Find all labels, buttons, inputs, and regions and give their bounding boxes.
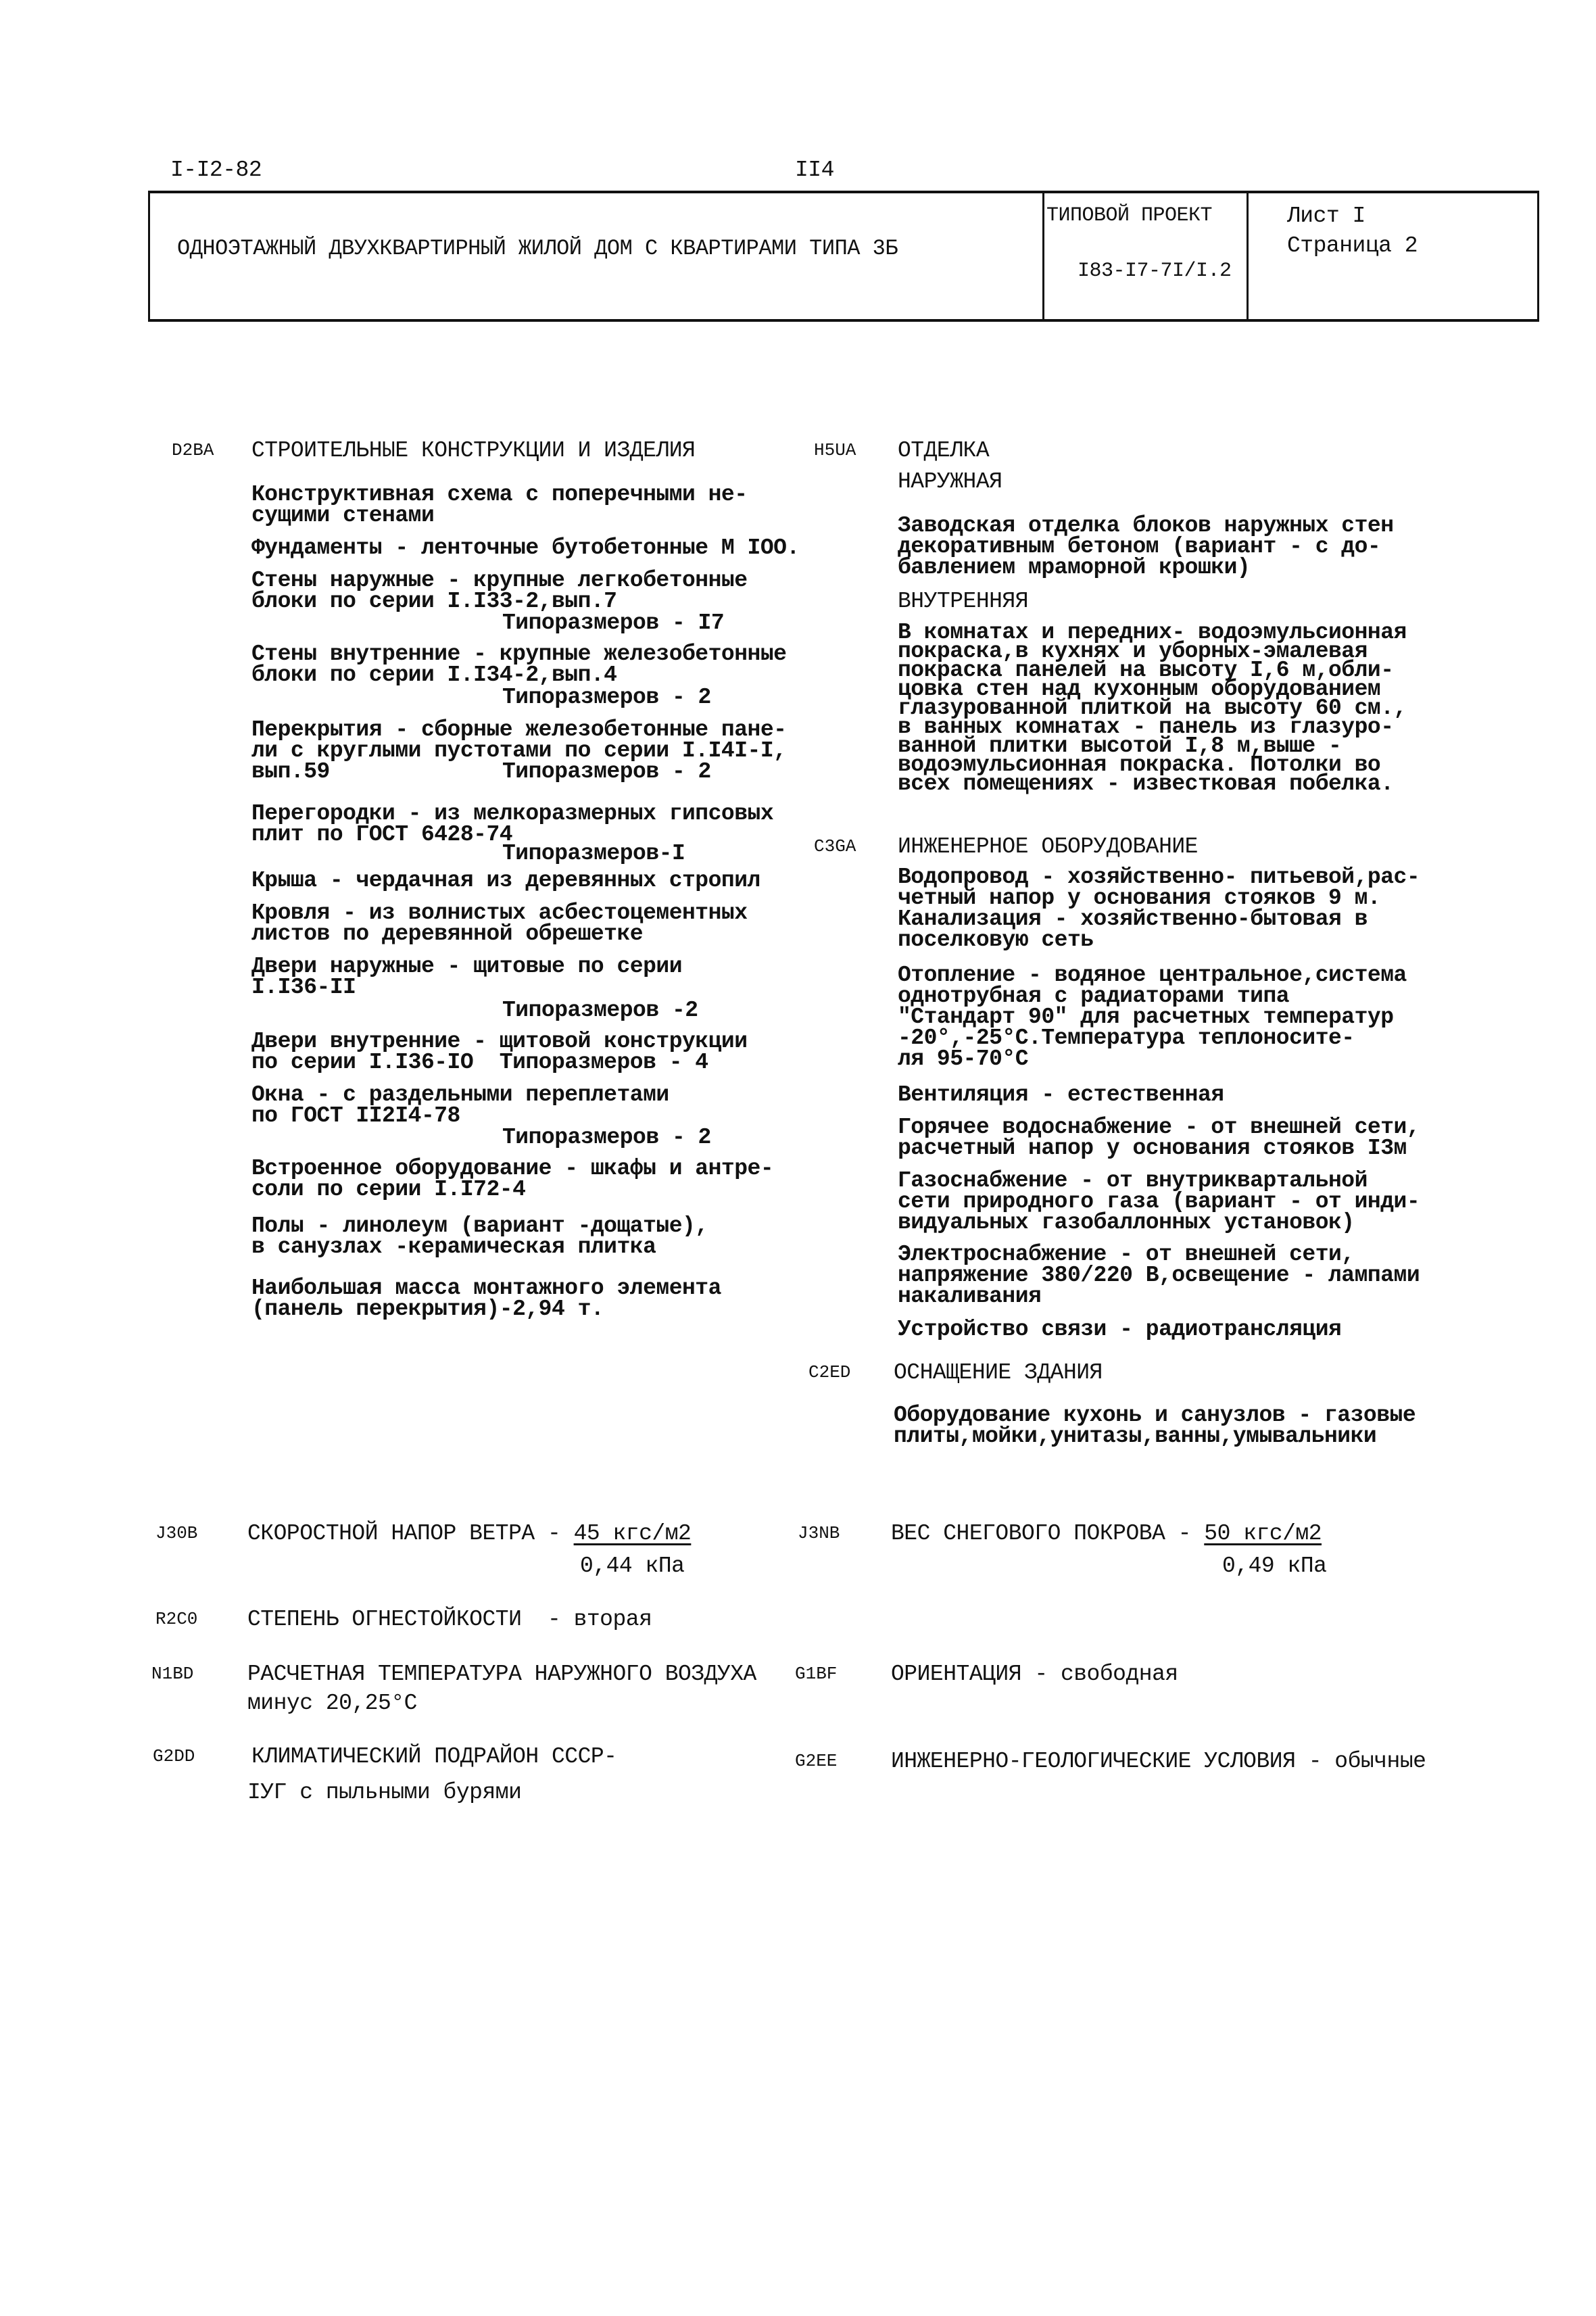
temperature-value: минус 20,25°С: [247, 1691, 417, 1716]
document-code: I-I2-82: [170, 158, 262, 183]
condition-code: G2EE: [795, 1751, 838, 1771]
section-code: C2ED: [808, 1362, 851, 1382]
wind-load: [247, 1523, 691, 1544]
divider: [1247, 193, 1249, 319]
title-block: [148, 191, 1539, 322]
list-item: Двери наружные - щитовые по серии I.I36-II: [251, 954, 683, 1000]
size-count: Типоразмеров -2: [502, 998, 698, 1023]
section-code: C3GA: [814, 836, 856, 857]
page-label: Страница 2: [1287, 233, 1418, 258]
list-item: Вентиляция - естественная: [898, 1082, 1224, 1107]
wind-value-si: 0,44 кПа: [580, 1553, 685, 1578]
list-item: Окна - с раздельными переплетами по ГОСТ II2I4-78: [251, 1082, 669, 1128]
condition-code: N1BD: [151, 1664, 194, 1684]
page-number: II4: [795, 158, 834, 183]
project-label: ТИПОВОЙ ПРОЕКТ: [1046, 204, 1213, 227]
snow-load: [891, 1523, 1322, 1544]
list-item: Горячее водоснабжение - от внешней сети, расчетный напор у основания стояков I3м: [898, 1115, 1420, 1161]
section-heading: ОСНАЩЕНИЕ ЗДАНИЯ: [894, 1360, 1103, 1385]
list-item: Конструктивная схема с поперечными не- сущими стенами: [251, 482, 748, 528]
list-item: Перегородки - из мелкоразмерных гипсовых плит по ГОСТ 6428-74: [251, 801, 774, 847]
list-item: Водопровод - хозяйственно- питьевой,рас- четный напор у основания стояков 9 м. Канализация - хозяйственно-бытовая в поселковую сеть: [898, 865, 1420, 952]
paragraph: Заводская отделка блоков наружных стен декоративным бетоном (вариант - с до- бавлением мраморной крошки): [898, 513, 1394, 580]
size-count: Типоразмеров-I: [502, 841, 685, 866]
list-item: Отопление - водяное центральное,система однотрубная с радиаторами типа "Стандарт 90" для расчетных температур -20°,-25°С.Температура теплоносите- ля 95-70°С: [898, 963, 1407, 1071]
list-item: Полы - линолеум (вариант -дощатые), в санузлах -керамическая плитка: [251, 1213, 708, 1259]
fire-resistance: СТЕПЕНЬ ОГНЕСТОЙКОСТИ - вторая: [247, 1607, 652, 1632]
snow-label: ВЕС СНЕГОВОГО ПОКРОВА -: [891, 1521, 1205, 1546]
list-item: Газоснабжение - от внутриквартальной сети природного газа (вариант - от инди- видуальных газобаллонных установок): [898, 1168, 1420, 1235]
section-code: H5UA: [814, 440, 856, 460]
paragraph: Оборудование кухонь и санузлов - газовые плиты,мойки,унитазы,ванны,умывальники: [894, 1403, 1416, 1449]
size-count: Типоразмеров - 2: [502, 1125, 711, 1150]
subheading: ВНУТРЕННЯЯ: [898, 589, 1029, 614]
list-item: Устройство связи - радиотрансляция: [898, 1317, 1342, 1342]
section-heading: ОТДЕЛКА: [898, 438, 990, 463]
list-item: Перекрытия - сборные железобетонные пане- ли с круглыми пустотами по серии I.I4I-I, вып.59: [251, 717, 787, 784]
condition-code: R2C0: [155, 1609, 198, 1629]
list-item: Электроснабжение - от внешней сети, напряжение 380/220 В,освещение - лампами накаливания: [898, 1242, 1420, 1309]
list-item: Кровля - из волнистых асбестоцементных листов по деревянной обрешетке: [251, 900, 748, 946]
list-item: Крыша - чердачная из деревянных стропил: [251, 868, 760, 893]
condition-code: J30B: [155, 1523, 198, 1543]
orientation: ОРИЕНТАЦИЯ - свободная: [891, 1662, 1178, 1687]
climate-value: IУГ с пыльными бурями: [247, 1780, 522, 1805]
list-item: Стены внутренние - крупные железобетонные блоки по серии I.I34-2,вып.4: [251, 642, 787, 687]
wind-value: 45 кгс/м2: [573, 1521, 692, 1546]
size-count: Типоразмеров - 2: [502, 685, 711, 710]
geology: ИНЖЕНЕРНО-ГЕОЛОГИЧЕСКИЕ УСЛОВИЯ - обычные: [891, 1749, 1426, 1774]
section-heading: СТРОИТЕЛЬНЫЕ КОНСТРУКЦИИ И ИЗДЕЛИЯ: [251, 438, 696, 463]
size-count: Типоразмеров - 2: [502, 759, 711, 784]
condition-code: G1BF: [795, 1664, 838, 1684]
climate-label: КЛИМАТИЧЕСКИЙ ПОДРАЙОН СССР-: [251, 1744, 617, 1769]
document-title: ОДНОЭТАЖНЫЙ ДВУХКВАРТИРНЫЙ ЖИЛОЙ ДОМ С КВАРТИРАМИ ТИПА 3Б: [177, 236, 898, 261]
divider: [1042, 193, 1044, 319]
list-item: Фундаменты - ленточные бутобетонные М IOO.: [251, 535, 800, 560]
list-item: Стены наружные - крупные легкобетонные блоки по серии I.I33-2,вып.7: [251, 568, 748, 614]
section-heading: ИНЖЕНЕРНОЕ ОБОРУДОВАНИЕ: [898, 834, 1198, 859]
list-item: Двери внутренние - щитовой конструкции по серии I.I36-IO Типоразмеров - 4: [251, 1029, 748, 1075]
size-count: Типоразмеров - I7: [502, 610, 725, 635]
project-number: I83-I7-7I/I.2: [1078, 260, 1232, 283]
subheading: НАРУЖНАЯ: [898, 469, 1002, 494]
list-item: Наибольшая масса монтажного элемента (панель перекрытия)-2,94 т.: [251, 1276, 721, 1322]
temperature-label: РАСЧЕТНАЯ ТЕМПЕРАТУРА НАРУЖНОГО ВОЗДУХА: [247, 1662, 756, 1687]
snow-value: 50 кгс/м2: [1204, 1521, 1322, 1546]
condition-code: G2DD: [153, 1746, 195, 1766]
paragraph: В комнатах и передних- водоэмульсионная покраска,в кухнях и уборных-эмалевая покраска панелей на высоту I,6 м,обли- цовка стен над кухонным оборудованием глазурованной плиткой на высоту 60 см., в ванных комнатах - панель из глазуро- ванной плитки высотой I,8 м,выше - водоэмульсионная покраска. Потолки во всех помещениях - известковая побелка.: [898, 620, 1407, 796]
section-code: D2BA: [172, 440, 214, 460]
condition-code: J3NB: [798, 1523, 840, 1543]
list-item: Встроенное оборудование - шкафы и антре- соли по серии I.I72-4: [251, 1156, 774, 1202]
snow-value-si: 0,49 кПа: [1222, 1553, 1327, 1578]
sheet-number: Лист I: [1287, 203, 1365, 228]
wind-label: СКОРОСТНОЙ НАПОР ВЕТРА -: [247, 1521, 574, 1546]
